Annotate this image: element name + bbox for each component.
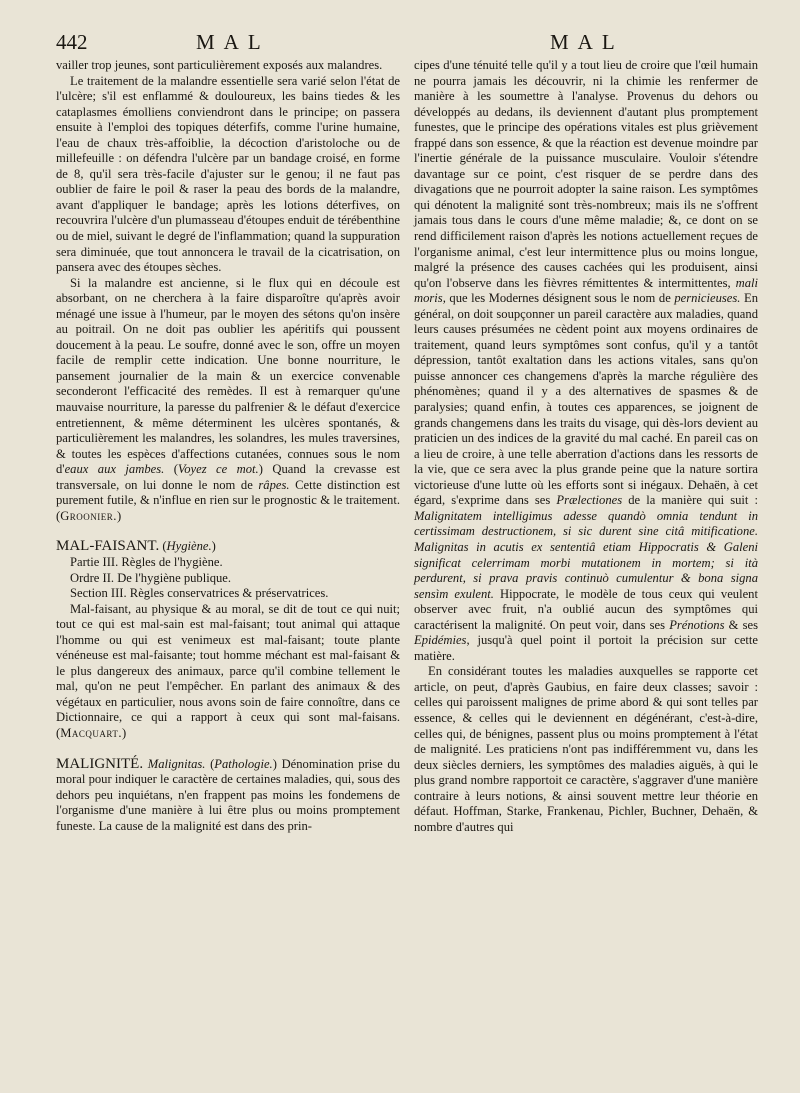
text-run: de la manière qui suit : [622,493,758,508]
latin-quotation: Malignitatem intelligimus adesse quandò omnia tendunt in certissimam destructionem, si sic durent sine citâ mitificatione. Malignitas in acutis ex sententiâ etiam Hippocratis & Galeni significat celerrimam morbi mutationem in mortem; si ità perdurent, si prava pravis continuò cumulentur & bona signa sensìm exulent. [414,508,758,601]
paragraph: Le traitement de la malandre essentielle sera varié selon l'état de l'ulcère; s'il est enflammé & douloureux, les bains tiedes & les cataplasmes émolliens conviendront dans le principe; on passera ensuite à l'emploi des topiques déterfifs, comme l'urine humaine, l'eau de chaux très-affoiblie, la décoction d'aristoloche ou de millefeuille : on défendra l'ulcère par un bandage croisé, en forme de 8, qu'il sera très-facile d'ajuster sur le genou; il ne faut pas oublier de faire le poil & raser la peau des bords de la malandre, avant d'appliquer le bandage; après les lotions déterfives, on recouvrira l'ulcère d'un plumasseau d'étoupes enduit de térébenthine ou de miel, suivant le degré de l'inflammation; quand la suppuration sera diminuée, que tout annoncera le travail de la cicatrisation, on pansera avec des étoupes sèches. [56,73,400,275]
italic-term: pernicieuses. [674,291,741,306]
text-run: En général, on doit soupçonner un pareil caractère aux maladies, quand leurs causes présumées ne cèdent point aux moyens ordinaires de traitement, quand leurs symptômes sont confus, qu'il y a tantôt dépression, tantôt exaltation dans les actions vitales, sans qu'on puisse annoncer ces changemens d'après la marche régulière des phénomènes; quand il y a des alternatives de spasmes & de paralysies; quand enfin, à toutes ces apparences, se joignent de grands changemens dans les traits du visage, qui dès-lors devient au praticien un des indices de la gravité du mal caché. En pareil cas on a lieu de croire, à une telle aberration d'actions dans les ressorts de la vie, que ce sera avec la plus grande peine que la nature sortira victorieuse d'une lutte où les efforts sont si inégaux. Dehaën, à cet égard, s'exprime dans ses [414,291,758,508]
book-title: Prénotions [669,617,725,632]
text-columns [56,58,758,835]
text-run: ) Quand la crevasse est transversale, on lui donne le nom de [56,462,401,492]
text-run: ) [116,508,122,523]
running-header [56,28,758,58]
text-run: Dénomination prise du moral pour indiquer le caractère de certaines maladies, qui, sous des dehors peu inquiétans, n'en frappent pas moins les fondemens de l'organisme d'une manière à lui être plus ou moins promptement funeste. La cause de la malignité est dans des prin- [56,756,400,833]
text-run: Si la malandre est ancienne, si le flux qui en découle est absorbant, on ne cherchera à la faire disparoître qu'après avoir ménagé une issue à l'humeur, par le moyen des sétons qu'on insère au poitrail. On ne doit pas oublier les apéritifs qui poussent doucement à la peau. Le soufre, donné avec le son, offre un moyen facile de remplir cette indication. Une bonne nourriture, le pansement journalier de la main & un exercice convenable seconderont l'efficacité des remèdes. Il est à remarquer qu'une mauvaise nourriture, la paresse du palfrenier & le défaut d'exercice entretiennent, & même déterminent les ulcères spontanés, & particulièrement les malandres, les solandres, les mules traversines, & toutes les espèces d'affections cutanées, connues sous le nom d' [56,275,400,477]
latin-term: Malignitas. [143,756,206,771]
right-column [414,58,758,835]
italic-term: râpes. [258,477,290,492]
classification-line: Section III. Règles conservatrices & préservatrices. [70,586,329,601]
running-head-right: MAL [550,30,624,54]
text-run: ) [211,539,216,554]
entry-title: MALIGNITÉ. [56,755,144,772]
paragraph [414,58,758,664]
entry-domain: Hygiène. [166,539,212,554]
text-run: ( [159,539,167,554]
text-run: ) [122,725,127,740]
paragraph: vailler trop jeunes, sont particulièrement exposés aux malandres. [56,58,383,72]
italic-term: mali moris, [414,275,758,306]
classification-line: Partie III. Règles de l'hygiène. [70,554,223,569]
text-run: Hippocrate, le modèle de tous ceux qui veulent observer avec fruit, n'a oublié aucun des symptômes qui caractérisent la malignité. On peut voir, dans ses [414,586,758,632]
text-run: que les Modernes désignent sous le nom de [445,291,675,306]
running-head-left: MAL [196,30,270,54]
italic-term: eaux aux jambes. [64,462,165,477]
text-run: cipes d'une ténuité telle qu'il y a tout lieu de croire que l'œil humain ne pourra jamais les découvrir, ni la chimie les renfermer de manière à les soumettre à l'analyse. Provenus du dehors ou développés au dedans, ils deviennent d'autant plus promptement funestes, que le principe des opérations vitales est plus grièvement frappé dans son essence, & que la réaction est devenue moindre par l'inertie générale de la puissance musculaire. Vouloir s'étendre davantage sur ce point, c'est risquer de se perdre dans des divagations que ne pourroit adopter la saine raison. Les symptômes qui dénotent la malignité sont très-nombreux; mais ils ne s'offrent jamais tous dans le cours d'une même maladie; &, ce dont on se rend difficilement raison d'après les notions actuellement reçues de l'organisme animal, c'est leur intermittence plus ou moins longue, malgré la présence des causes cachées qui les produisent, ainsi qu'on l'observe dans les fièvres rémittentes & intermittentes, [414,58,758,290]
text-run: Mal-faisant, au physique & au moral, se dit de tout ce qui nuit; tout ce qui est mal-sain est mal-faisant; tout animal qui attaque l'homme ou qui est venimeux est mal-faisant; toute plante vénéneuse est mal-faisante; tout homme méchant est mal-faisant & le plus dangereux des animaux, parce qu'il combine tellement le mal, qu'on ne peut l'empêcher. En parlant des animaux & des végétaux en particulier, nous avons soin de faire connoître, dans ce Dictionnaire, ce qui a rapport à ceux qui sont mal-faisans. ( [56,601,400,740]
page-number: 442 [56,30,88,54]
text-run: , jusqu'à quel point il portoit la précision sur cette matière. [414,633,758,663]
author-signature: Macquart. [60,725,123,740]
entry-title: MAL-FAISANT. [56,538,160,555]
book-title: Epidémies [414,633,467,648]
author-signature: Groonier. [60,508,117,523]
entry-domain: Pathologie. [214,756,273,771]
paragraph: En considérant toutes les maladies auxquelles se rapporte cet article, on peut, d'après Gaubius, en faire deux classes; savoir : celles qui paroissent malignes de prime abord & qui sont telles par essence, & celles qui le deviennent en dégénérant, c'est-à-dire, celles qui, de bénignes, passent plus ou moins promptement à l'état de malignité. Les praticiens n'ont pas indifféremment vu, dans les deux siècles derniers, les symptômes des maladies aiguës, à qui le plus grand nombre rapportoit ce caractère, s'aggraver d'une manière contraire à leurs notions, & ainsi souvent mettre leur théorie en défaut. Hoffman, Starke, Frankenau, Pichler, Buchner, Dehaën, & nombre d'autres qui [414,664,758,834]
entry-heading-mal-faisant [56,539,400,555]
paragraph [56,276,400,525]
text-run: ( [205,756,215,771]
left-column [56,58,400,835]
text-run: ( [164,462,178,477]
book-title: Prælectiones [556,493,623,508]
classification-line: Ordre II. De l'hygiène publique. [70,570,232,585]
text-run: ) [272,756,277,771]
text-run: & ses [724,617,758,632]
entry-heading-malignite [56,757,400,835]
paragraph [56,602,400,742]
cross-reference: Voyez ce mot. [177,462,259,477]
text-run: Cette distinction est purement futile, & n'influe en rien sur le prognostic & le traitement. ( [56,477,401,523]
